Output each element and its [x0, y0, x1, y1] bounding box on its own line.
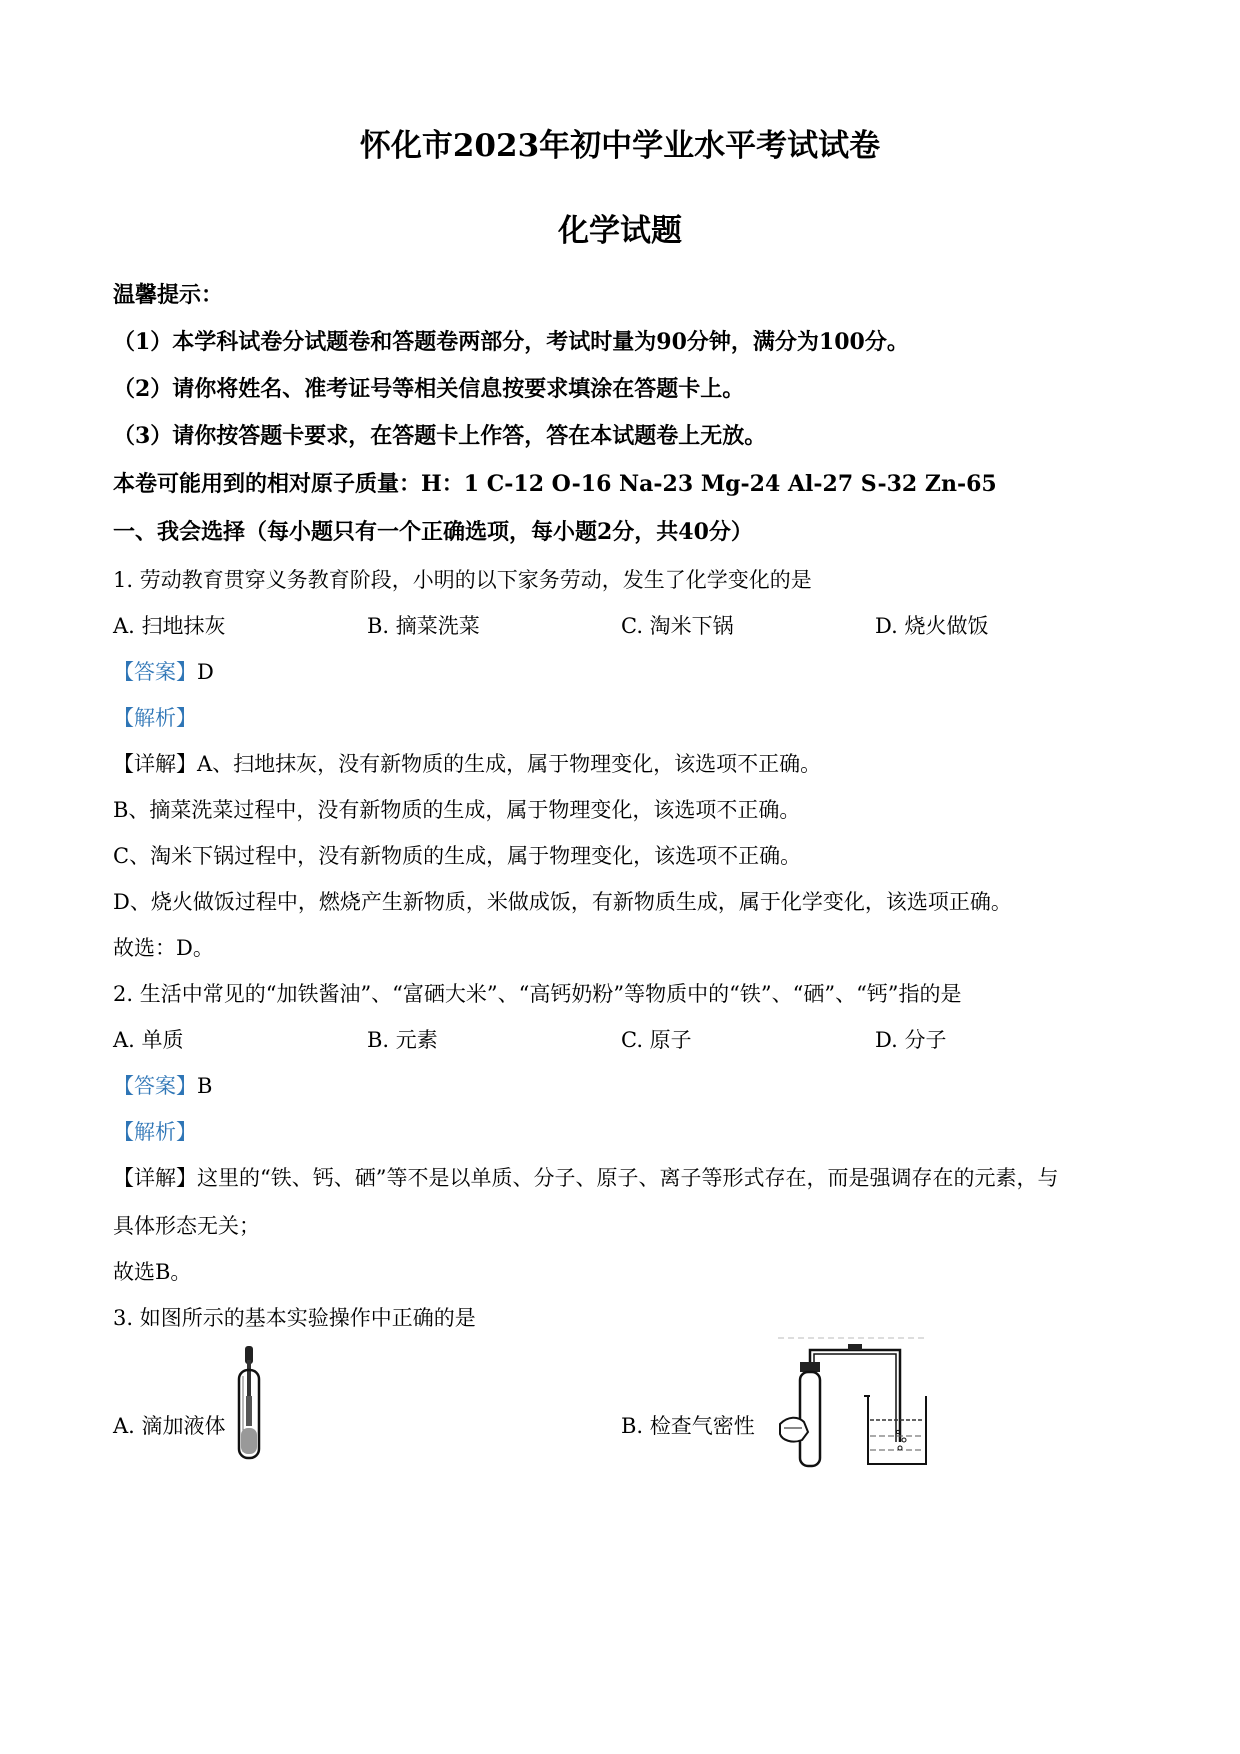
section-heading: 一、我会选择（每小题只有一个正确选项，每小题2分，共40分）: [113, 519, 753, 545]
q2-answer: B: [197, 1074, 213, 1098]
q1-detail-4: D、烧火做饭过程中，燃烧产生新物质，米做成饭，有新物质生成，属于化学变化，该选项正确。: [113, 890, 1012, 914]
q1-detail-3: C、淘米下锅过程中，没有新物质的生成，属于物理变化，该选项不正确。: [113, 844, 802, 868]
q2-option-c: C. 原子: [621, 1028, 692, 1052]
q2-option-a: A. 单质: [113, 1028, 184, 1052]
tip-item-2: （2）请你将姓名、准考证号等相关信息按要求填涂在答题卡上。: [113, 376, 745, 402]
dropper-test-tube-figure: [236, 1346, 264, 1466]
q2-detail-2: 具体形态无关；: [113, 1214, 260, 1238]
q2-detail-3: 故选B。: [113, 1260, 192, 1284]
q1-answer-tag: 【答案】: [113, 660, 197, 684]
q2-analysis-tag: 【解析】: [113, 1120, 197, 1144]
q1-option-c: C. 淘米下锅: [621, 614, 734, 638]
tips-heading: 温馨提示：: [113, 282, 224, 308]
question-1-stem: 1. 劳动教育贯穿义务教育阶段，小明的以下家务劳动，发生了化学变化的是: [113, 568, 812, 592]
q3-option-b: B. 检查气密性: [621, 1414, 755, 1438]
tip-item-3: （3）请你按答题卡要求，在答题卡上作答，答在本试题卷上无放。: [113, 423, 767, 449]
question-2-stem: 2. 生活中常见的“加铁酱油”、“富硒大米”、“高钙奶粉”等物质中的“铁”、“硒”、“钙”指的是: [113, 982, 962, 1006]
q2-detail-1: 【详解】这里的“铁、钙、硒”等不是以单质、分子、原子、离子等形式存在，而是强调存在的元素，与: [113, 1166, 1059, 1190]
airtightness-check-figure: [778, 1336, 928, 1468]
q2-option-d: D. 分子: [875, 1028, 947, 1052]
question-3-stem: 3. 如图所示的基本实验操作中正确的是: [113, 1306, 476, 1330]
q1-analysis-tag: 【解析】: [113, 706, 197, 730]
q1-answer: D: [197, 660, 214, 684]
q1-option-a: A. 扫地抹灰: [113, 614, 226, 638]
q1-detail-2: B、摘菜洗菜过程中，没有新物质的生成，属于物理变化，该选项不正确。: [113, 798, 801, 822]
q1-option-b: B. 摘菜洗菜: [367, 614, 480, 638]
q3-option-a: A. 滴加液体: [113, 1414, 226, 1438]
q1-answer-line: [113, 656, 214, 686]
q2-option-b: B. 元素: [367, 1028, 438, 1052]
q2-answer-line: [113, 1070, 212, 1100]
atomic-mass-line: 本卷可能用到的相对原子质量：H：1 C-12 O-16 Na-23 Mg-24 Al-27 S-32 Zn-65: [113, 471, 997, 497]
q1-detail-5: 故选：D。: [113, 936, 214, 960]
q1-detail-1: 【详解】A、扫地抹灰，没有新物质的生成，属于物理变化，该选项不正确。: [113, 752, 822, 776]
q1-option-d: D. 烧火做饭: [875, 614, 989, 638]
page-title: 怀化市2023年初中学业水平考试试卷: [359, 128, 881, 164]
tip-item-1: （1）本学科试卷分试题卷和答题卷两部分，考试时量为90分钟，满分为100分。: [113, 329, 909, 355]
q2-answer-tag: 【答案】: [113, 1074, 197, 1098]
page-subtitle: 化学试题: [558, 213, 682, 249]
